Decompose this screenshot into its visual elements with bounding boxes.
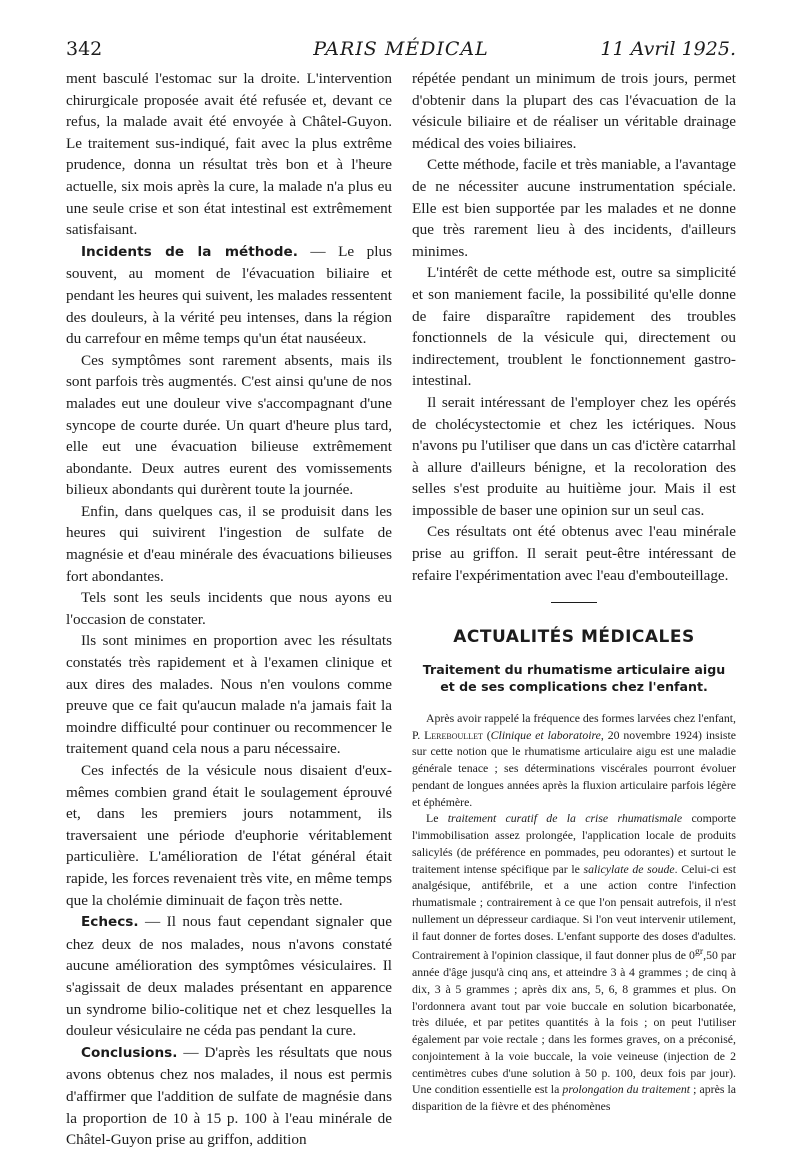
paragraph-text: — Il nous faut cependant signaler que chez deux de nos malades, nous n'avons constaté aucune amélioration des symptômes vésiculaires. Il s'agissait de deux malades présentant en apparence un syndrome bilio-colitique net et chez lesquelles la douleur vésiculaire ne céda pas pendant la cure. [66, 913, 392, 1040]
text-run: comporte l'immobilisation assez prolongée, l'application locale de produits salicylés (de préférence en pommades, peu odorantes) et surtout le traitement intense spécifique par le [412, 811, 736, 876]
run-in-heading: Incidents de la méthode. [81, 243, 298, 260]
italic-phrase: traitement curatif de la crise rhumatismale [447, 811, 683, 826]
paragraph-text: — Le plus souvent, au moment de l'évacuation biliaire et pendant les heures qui suivent, les malades ressentent des douleurs, à la vérité peu intenses, dans la région du carrefour en même temps qu'un état nauséeux. [66, 242, 392, 348]
italic-phrase: salicylate de soude [583, 861, 675, 876]
author-name: Lereboullet [424, 727, 483, 742]
paragraph-incidents [66, 241, 392, 350]
text-run: . Celui-ci est analgésique, antifébrile, et a une action contre l'infection rhumatismale ; contrairement à ce que l'on pensait autrefois, il n'est nullement un dépresseur cardiaque. Si l'on veut intervenir utilement, il faut donner de fortes doses. L'enfant supporte des doses d'adultes. Contrairement à l'opinion classique, il faut donner plus de 0 [412, 861, 737, 963]
paragraph: Il serait intéressant de l'employer chez les opérés de cholécystectomie et chez les ictériques. Nous n'avons pu l'utiliser que dans un cas d'ictère catarrhal à allure d'ailleurs bénigne, et la recoloration des selles s'est produite au huitième jour. Mais il est impossible de baser une opinion sur un seul cas. [412, 393, 736, 519]
article-body [412, 710, 736, 1115]
paragraph: Ces résultats ont été obtenus avec l'eau minérale prise au griffon. Il serait peut-être intéressant de refaire l'expérimentation avec l'eau d'embouteillage. [412, 523, 736, 584]
text-run: ( [482, 727, 491, 742]
running-head [66, 38, 736, 66]
page-number: 342 [66, 38, 103, 60]
article-title-line: Traitement du rhumatisme articulaire aigu [422, 661, 726, 677]
section-title: ACTUALITÉS MÉDICALES [453, 627, 695, 648]
italic-phrase: prolongation du traitement [562, 1082, 691, 1097]
source-title: Clinique et laboratoire [490, 727, 601, 742]
paragraph: Tels sont les seuls incidents que nous ayons eu l'occasion de constater. [66, 589, 392, 628]
section-divider [551, 602, 597, 603]
article-paragraph [412, 710, 736, 811]
paragraph: Ces symptômes sont rarement absents, mais ils sont parfois très augmentés. C'est ainsi qu'une de nos malades eut une douleur vive s'accompagnant d'une syncope de courte durée. Un quart d'heure plus tard, elle eut une évacuation bilieuse extrêmement abondante. Deux autres eurent des vomissements bilieux abondants qui durèrent toute la journée. [66, 351, 392, 499]
paragraph: ment basculé l'estomac sur la droite. L'intervention chirurgicale proposée avait été refusée et, devant ce refus, la malade avait été envoyée à Châtel-Guyon. Le traitement sus-indiqué, fait avec la plus extrême prudence, donna un résultat très bon et à l'heure actuelle, six mois après la cure, la malade n'a plus eu une seule crise et son état intestinal est extrêmement satisfaisant. [66, 70, 392, 239]
left-column [66, 68, 392, 1151]
superscript: gr [694, 946, 704, 958]
paragraph-echecs [66, 911, 392, 1042]
paragraph: répétée pendant un minimum de trois jours, permet d'obtenir dans la plupart des cas l'évacuation de la vésicule biliaire et de réaliser un véritable drainage médical des voies biliaires. [412, 70, 736, 152]
article-paragraph [412, 810, 736, 1114]
paragraph: Enfin, dans quelques cas, il se produisit dans les heures qui suivirent l'ingestion de sulfate de magnésie et d'eau minérale des évacuations bilieuses fort abondantes. [66, 502, 392, 585]
issue-date: 11 Avril 1925. [600, 38, 736, 60]
paragraph: Ces infectés de la vésicule nous disaient d'eux-mêmes combien grand était le soulagement éprouvé et, dans les premiers jours notamment, ils traversaient une période d'euphorie véritablement particulière. L'amélioration de l'état général était rapide, les forces revenaient très vite, en même temps que la cholémie diminuait de façon très nette. [66, 762, 392, 909]
paragraph: Cette méthode, facile et très maniable, a l'avantage de ne nécessiter aucune instrumentation spéciale. Elle est bien supportée par les malades et ne donne que très rarement lieu à des incidents, d'ailleurs minimes. [412, 156, 736, 260]
run-in-heading: Echecs. [81, 914, 139, 931]
run-in-heading: Conclusions. [81, 1044, 178, 1061]
text-run: Après avoir rappelé la fréquence des formes larvées chez l'enfant, P. [412, 710, 736, 742]
paragraph: L'intérêt de cette méthode est, outre sa simplicité et son maniement facile, la possibilité qu'elle donne de faire disparaître rapidement des troubles fonctionnels de la vésicule qui, directement ou indirectement, troublent le fonctionnement gastro-intestinal. [412, 264, 736, 390]
text-run: Le [426, 811, 448, 826]
text-run: ; après la disparition de la fièvre et des phénomènes [412, 1082, 737, 1114]
article-title [412, 661, 736, 696]
text-run: ,50 par année d'âge jusqu'à cinq ans, et atteindre 3 à 4 grammes ; de cinq à dix, 3 à 5 grammes ; après dix ans, 5, 6, 8 grammes et plus. On l'ordonnera avant tout par voie buccale en solution bicarbonatée, très diluée, et par petites quantités à la fois ; on peut l'utiliser également par voie rectale ; dans les formes graves, on a préconisé, conjointement à la voie buccale, la voie veineuse (injection de 2 centimètres cubes d'une solution à 50 p. 100, deux fois par jour). Une condition essentielle est la [412, 948, 736, 1097]
paragraph-text: — D'après les résultats que nous avons obtenus chez nos malades, il nous est permis d'affirmer que l'addition de sulfate de magnésie dans la proportion de 10 à 15 p. 100 à l'eau minérale de Châtel-Guyon prise au griffon, addition [66, 1043, 392, 1149]
paragraph: Ils sont minimes en proportion avec les résultats constatés très rapidement et à l'examen clinique et aux dires des malades. Nous n'en voulons comme preuve que ce fait qu'aucun malade n'a jamais fait la moindre difficulté pour continuer ou recommencer le traitement quand cela nous a paru nécessaire. [66, 632, 392, 758]
article-title-line: et de ses complications chez l'enfant. [440, 679, 708, 695]
right-column [412, 68, 736, 1115]
paragraph-conclusions [66, 1042, 392, 1151]
text-run: , 20 novembre 1924) insiste sur cette notion que le rhumatisme articulaire aigu est une maladie générale tenace ; ses déterminations viscérales pourront évoluer pendant de longues années après la fluxion articulaire parfois légère et éphémère. [412, 727, 736, 809]
journal-title: PARIS MÉDICAL [313, 38, 489, 60]
